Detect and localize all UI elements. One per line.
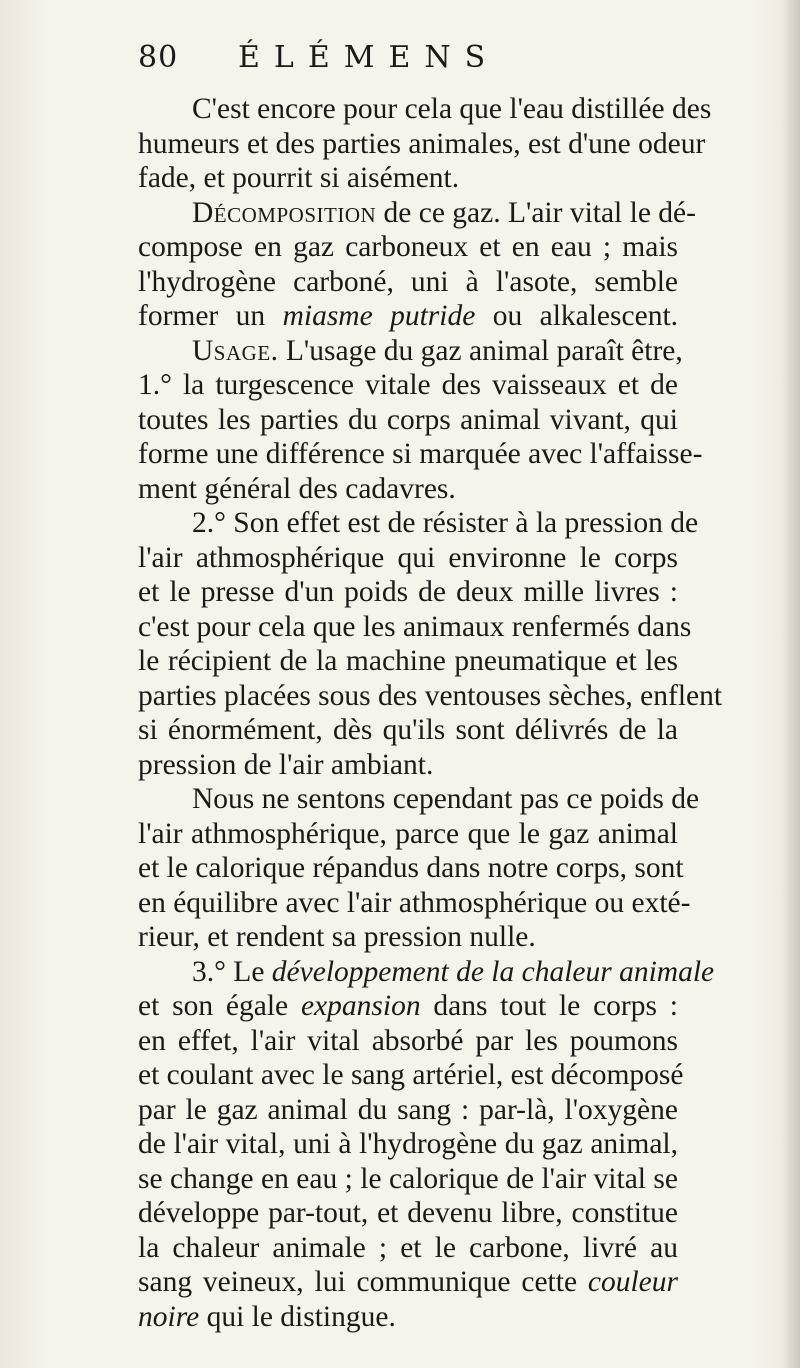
text-line: et coulant avec le sang artériel, est décomposé: [138, 1059, 684, 1091]
italic-term: miasme putride: [282, 300, 476, 332]
page-edge-shadow: [782, 0, 800, 1368]
text-line: c'est pour cela que les animaux renfermés dans: [138, 610, 692, 643]
text-line: de l'air vital, uni à l'hydrogène du gaz animal,: [138, 1128, 678, 1160]
text-line: 1.° la turgescence vitale des vaisseaux et de: [138, 369, 678, 401]
text-line: et le presse d'un poids de deux mille livres :: [138, 576, 678, 608]
text-line: la chaleur animale ; et le carbone, livré au: [138, 1231, 678, 1264]
text-line: forme une différence si marquée avec l'affaisse-: [138, 438, 703, 470]
text-line: Décomposition de ce gaz. L'air vital le dé-: [192, 196, 696, 229]
text-line: Usage. L'usage du gaz animal paraît être,: [192, 334, 683, 367]
body-text: [138, 92, 723, 1334]
text-line: l'hydrogène carboné, uni à l'asote, semble: [138, 265, 678, 298]
text-line: en équilibre avec l'air athmosphérique ou exté-: [138, 886, 691, 919]
text-line: par le gaz animal du sang : par-là, l'oxygène: [138, 1093, 678, 1126]
italic-term: développement de la chaleur animale: [271, 955, 715, 988]
text-line: si énormément, dès qu'ils sont délivrés de la: [138, 714, 678, 746]
text-line: l'air athmosphérique qui environne le corps: [138, 541, 678, 574]
italic-term: noire: [138, 1300, 200, 1333]
page-number: 80: [138, 40, 179, 75]
italic-term: couleur: [587, 1266, 678, 1298]
text-line: l'air athmosphérique, parce que le gaz animal: [138, 817, 678, 850]
text-line: se change en eau ; le calorique de l'air vital se: [138, 1162, 678, 1195]
text-line: C'est encore pour cela que l'eau distillée des: [192, 93, 712, 125]
text-line: compose en gaz carboneux et en eau ; mais: [138, 231, 678, 263]
text-line: le récipient de la machine pneumatique et les: [138, 645, 678, 677]
running-title: ÉLÉMENS: [238, 40, 500, 75]
page-header: [138, 40, 678, 80]
text-line: toutes les parties du corps animal vivant, qui: [138, 403, 678, 436]
text-line: développe par-tout, et devenu libre, constitue: [138, 1197, 678, 1229]
text-line: et le calorique répandus dans notre corps, sont: [138, 852, 684, 884]
text-line: noire qui le distingue.: [138, 1300, 396, 1333]
text-line: rieur, et rendent sa pression nulle.: [138, 921, 536, 953]
text-line: 2.° Son effet est de résister à la pression de: [192, 507, 699, 539]
text-line: 3.° Le développement de la chaleur animale: [192, 955, 715, 988]
text-line: fade, et pourrit si aisément.: [138, 162, 460, 194]
italic-term: expansion: [300, 990, 421, 1022]
text-line: pression de l'air ambiant.: [138, 748, 434, 781]
text-line: Nous ne sentons cependant pas ce poids de: [192, 783, 700, 815]
text-line: en effet, l'air vital absorbé par les poumons: [138, 1024, 678, 1057]
section-heading-decomposition: Décomposition: [192, 196, 377, 229]
text-line: parties placées sous des ventouses sèches, enflent: [138, 679, 723, 712]
text-line: ment général des cadavres.: [138, 472, 456, 505]
text-line: sang veineux, lui communique cette couleur: [138, 1266, 678, 1298]
text-line: et son égale expansion dans tout le corps :: [138, 990, 678, 1022]
text-line: former un miasme putride ou alkalescent.: [138, 300, 679, 332]
section-heading-usage: Usage.: [192, 334, 279, 367]
text-line: humeurs et des parties animales, est d'une odeur: [138, 127, 706, 160]
